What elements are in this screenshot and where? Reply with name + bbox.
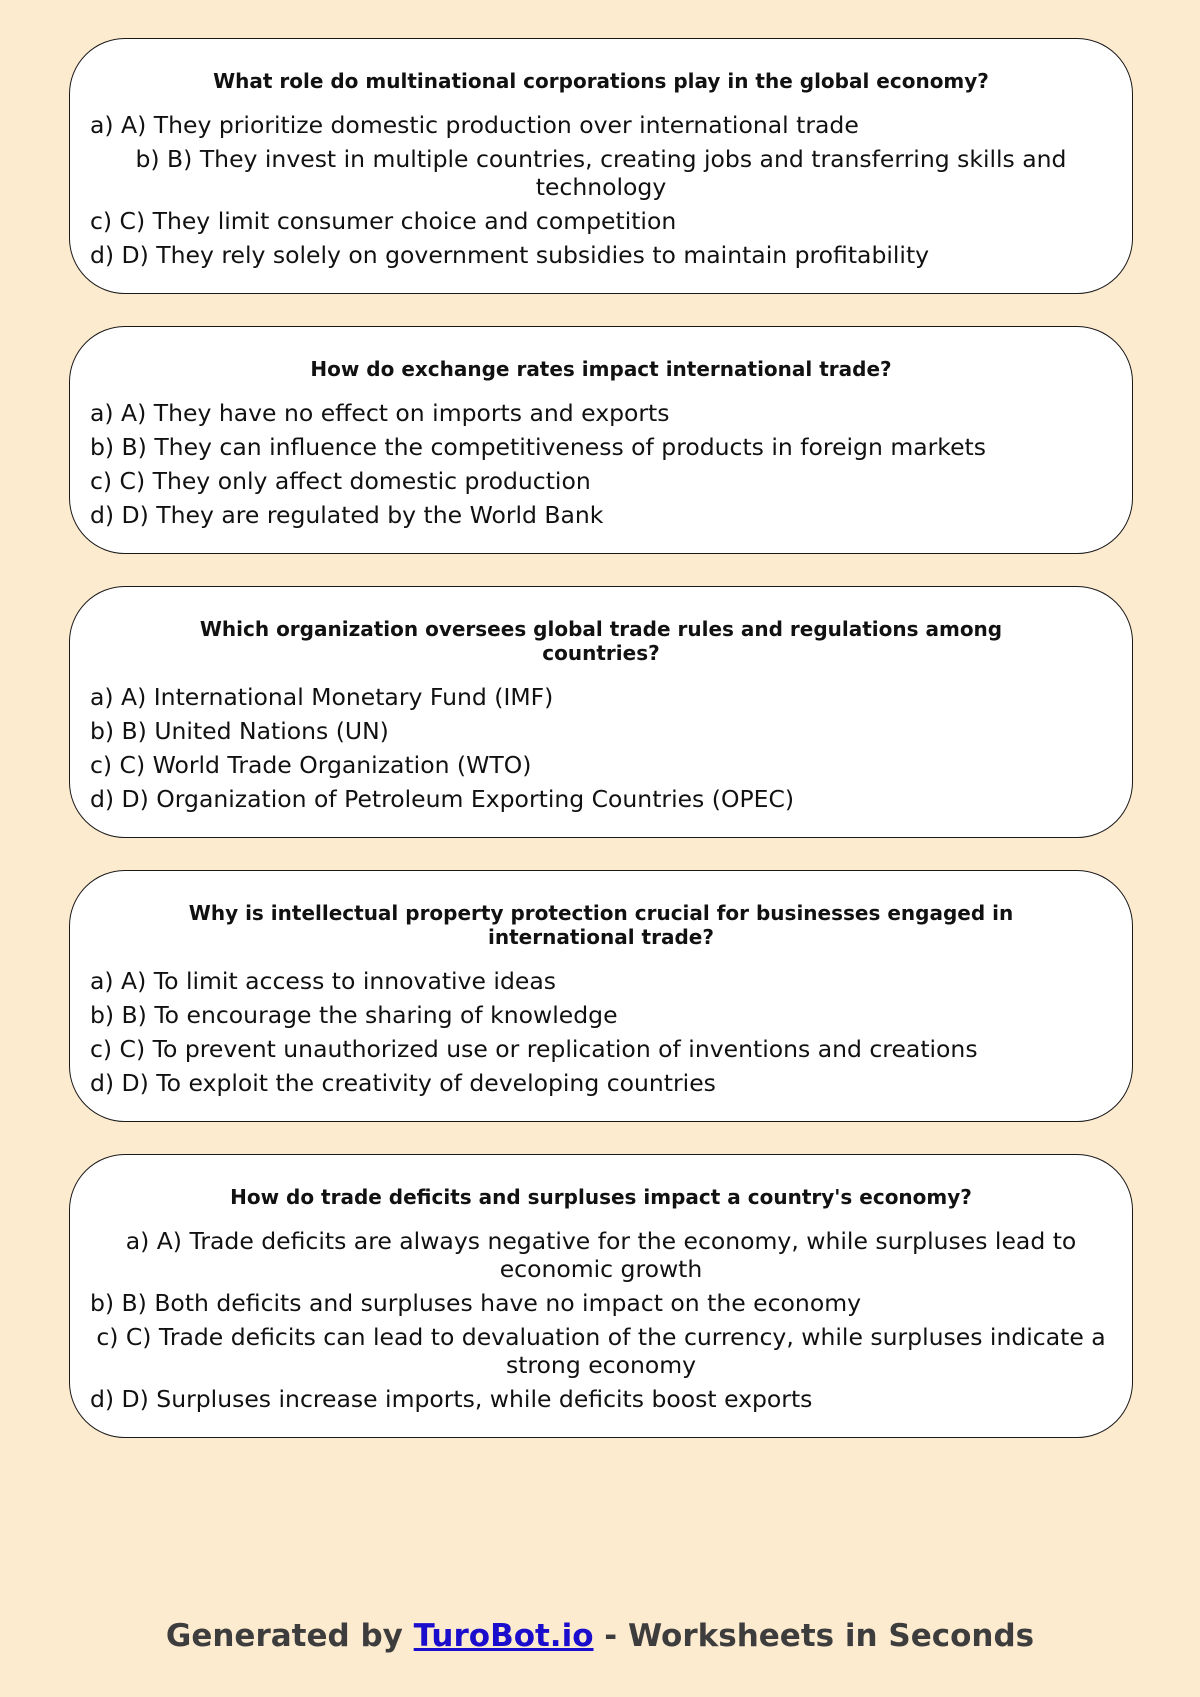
option-a: a) A) International Monetary Fund (IMF) — [90, 683, 554, 711]
question-text: How do trade deficits and surpluses impact a country's economy? — [230, 1185, 972, 1209]
footer-prefix: Generated by — [165, 1618, 414, 1654]
option-list — [90, 111, 1112, 269]
question-text: How do exchange rates impact international trade? — [310, 357, 892, 381]
option-a: a) A) They prioritize domestic production over international trade — [90, 111, 859, 139]
option-a: a) A) They have no effect on imports and exports — [90, 399, 670, 427]
option-a: a) A) Trade deficits are always negative for the economy, while surpluses lead to economic growth — [125, 1227, 1077, 1283]
question-card — [69, 326, 1133, 554]
option-list — [90, 967, 1112, 1097]
option-a: a) A) To limit access to innovative ideas — [90, 967, 556, 995]
footer-credit — [0, 1618, 1200, 1654]
option-c: c) C) They only affect domestic production — [90, 467, 591, 495]
option-b: b) B) United Nations (UN) — [90, 717, 389, 745]
option-d: d) D) To exploit the creativity of developing countries — [90, 1069, 716, 1097]
option-d: d) D) Surpluses increase imports, while deficits boost exports — [90, 1385, 813, 1413]
option-list — [90, 1227, 1112, 1413]
option-list — [90, 683, 1112, 813]
footer-suffix: - Worksheets in Seconds — [593, 1618, 1035, 1654]
option-c: c) C) World Trade Organization (WTO) — [90, 751, 532, 779]
option-c: c) C) They limit consumer choice and competition — [90, 207, 677, 235]
option-b: b) B) Both deficits and surpluses have no impact on the economy — [90, 1289, 862, 1317]
question-card — [69, 1154, 1133, 1438]
question-card — [69, 870, 1133, 1122]
question-text: Which organization oversees global trade rules and regulations among countries? — [199, 617, 1003, 665]
option-b: b) B) To encourage the sharing of knowledge — [90, 1001, 618, 1029]
option-d: d) D) They are regulated by the World Bank — [90, 501, 604, 529]
option-b: b) B) They invest in multiple countries, creating jobs and transferring skills and technology — [135, 145, 1067, 201]
option-c: c) C) To prevent unauthorized use or replication of inventions and creations — [90, 1035, 978, 1063]
option-d: d) D) Organization of Petroleum Exporting Countries (OPEC) — [90, 785, 795, 813]
question-text: Why is intellectual property protection crucial for businesses engaged in international trade? — [188, 901, 1014, 949]
option-b: b) B) They can influence the competitiveness of products in foreign markets — [90, 433, 986, 461]
question-text: What role do multinational corporations play in the global economy? — [213, 69, 989, 93]
option-c: c) C) Trade deficits can lead to devaluation of the currency, while surpluses indicate a strong economy — [96, 1323, 1106, 1379]
option-list — [90, 399, 1112, 529]
worksheet — [69, 38, 1133, 1470]
turobot-link[interactable]: TuroBot.io — [413, 1618, 594, 1654]
question-card — [69, 38, 1133, 294]
option-d: d) D) They rely solely on government subsidies to maintain profitability — [90, 241, 930, 269]
question-card — [69, 586, 1133, 838]
